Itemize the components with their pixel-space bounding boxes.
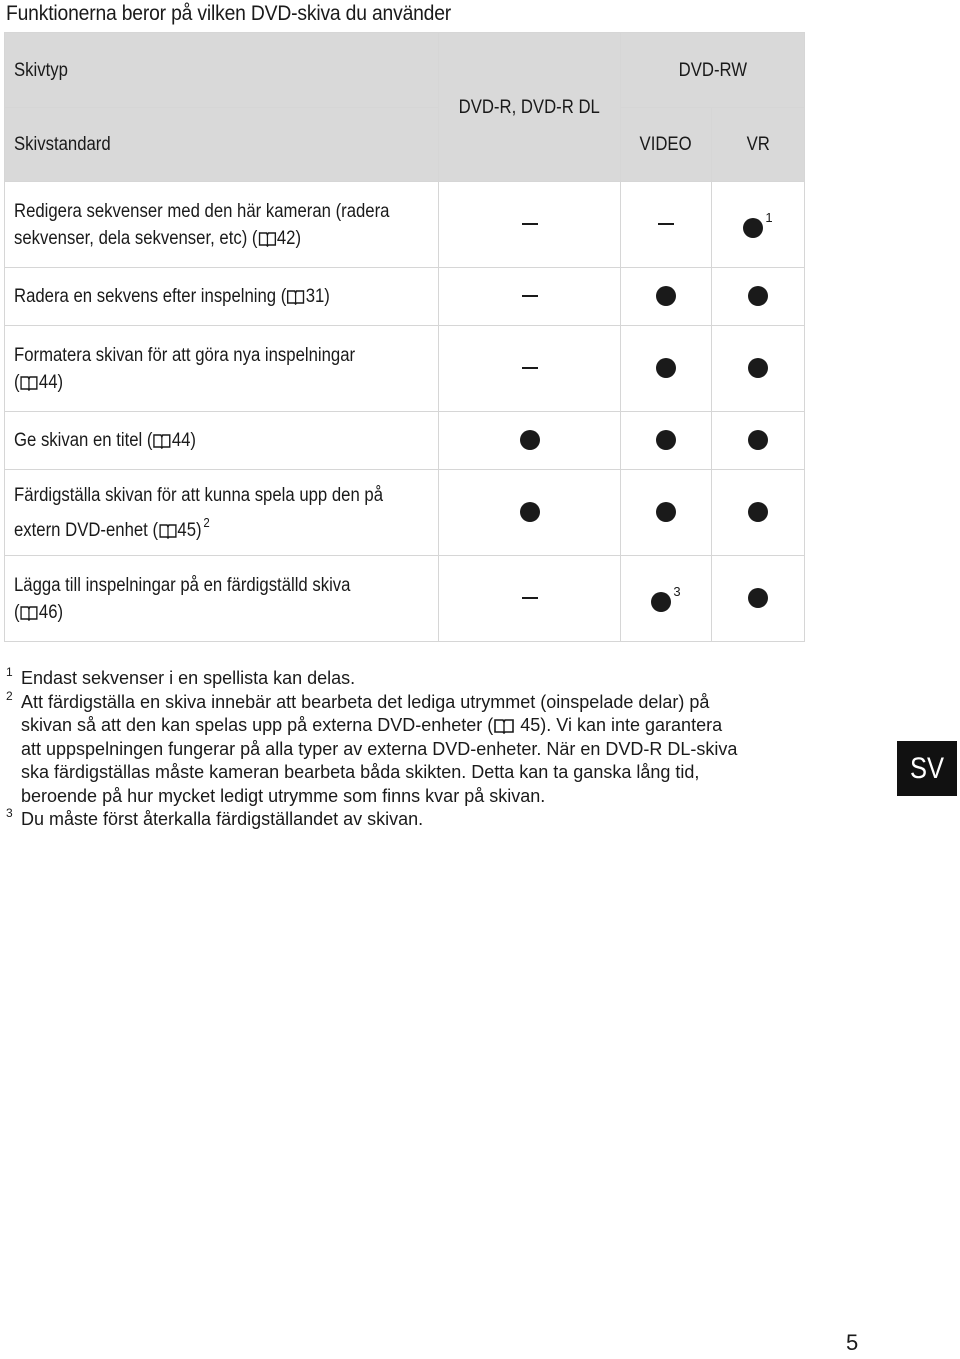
footnotes xyxy=(6,667,846,832)
dvdr-cell xyxy=(439,412,621,470)
video-cell: 3 xyxy=(621,556,712,642)
filled-circle-icon xyxy=(748,430,768,450)
dvdr-cell xyxy=(439,556,621,642)
vr-cell xyxy=(712,470,805,556)
footnote: 3 Du måste först återkalla färdigställandet av skivan. xyxy=(6,806,424,829)
table-row xyxy=(5,470,805,556)
table-row xyxy=(5,182,805,268)
filled-circle-icon xyxy=(651,592,671,612)
dvdr-cell xyxy=(439,326,621,412)
filled-circle-icon xyxy=(656,430,676,450)
disc-type-header: Skivtyp xyxy=(5,33,439,108)
filled-circle-icon xyxy=(520,502,540,522)
function-label: Radera en sekvens efter inspelning ( 31) xyxy=(5,268,439,326)
table-row xyxy=(5,556,805,642)
table-row xyxy=(5,412,805,470)
book-reference-icon xyxy=(20,372,39,393)
function-label: Lägga till inspelningar på en färdigställd skiva( 46) xyxy=(5,556,439,642)
footnote: 2 Att färdigställa en skiva innebär att bearbeta det lediga utrymmet (oinspelade delar) på skivan så att den kan spelas upp på externa DVD-enheter ( 45). Vi kan inte garantera att uppspelningen fungerar på alla typer av externa DVD-enheter. När en DVD-R DL-skiva ska färdigställas måste kameran bearbeta båda skikten. Detta kan ta ganska lång tid, beroende på hur mycket ledigt utrymme som finns kvar på skivan. xyxy=(6,688,738,806)
function-label: Färdigställa skivan för att kunna spela upp den påextern DVD-enhet ( 45) $^2$ xyxy=(5,470,439,556)
video-cell xyxy=(621,182,712,268)
filled-circle-icon xyxy=(520,430,540,450)
dash-icon xyxy=(522,223,538,225)
language-tab: SV xyxy=(897,741,957,796)
page-title: Funktionerna beror på vilken DVD-skiva du använder xyxy=(6,2,452,25)
dvdr-cell xyxy=(439,268,621,326)
filled-circle-icon xyxy=(748,358,768,378)
footnote: 1 Endast sekvenser i en spellista kan delas. xyxy=(6,665,356,688)
filled-circle-icon xyxy=(748,588,768,608)
page-number: 5 xyxy=(846,1330,859,1355)
dash-icon xyxy=(658,223,674,225)
function-label: Formatera skivan för att göra nya inspelningar( 44) xyxy=(5,326,439,412)
book-reference-icon xyxy=(493,715,515,735)
book-reference-icon xyxy=(286,286,305,307)
dvd-function-table xyxy=(4,32,805,642)
dvdr-column-header: DVD-R, DVD-R DL xyxy=(439,33,621,182)
vr-cell xyxy=(712,326,805,412)
function-label: Redigera sekvenser med den här kameran (raderasekvenser, dela sekvenser, etc) ( 42) xyxy=(5,182,439,268)
filled-circle-icon xyxy=(743,218,763,238)
dvdr-cell xyxy=(439,182,621,268)
vr-column-header: VR xyxy=(712,108,805,182)
filled-circle-icon xyxy=(656,358,676,378)
dash-icon xyxy=(522,367,538,369)
filled-circle-icon xyxy=(656,286,676,306)
table-row xyxy=(5,326,805,412)
video-cell xyxy=(621,326,712,412)
filled-circle-icon xyxy=(748,286,768,306)
video-cell xyxy=(621,268,712,326)
video-cell xyxy=(621,470,712,556)
video-column-header: VIDEO xyxy=(621,108,712,182)
dash-icon xyxy=(522,597,538,599)
vr-cell xyxy=(712,412,805,470)
vr-cell xyxy=(712,556,805,642)
book-reference-icon xyxy=(257,228,276,249)
vr-cell xyxy=(712,268,805,326)
function-label: Ge skivan en titel ( 44) xyxy=(5,412,439,470)
disc-standard-header: Skivstandard xyxy=(5,108,439,182)
dvdr-cell xyxy=(439,470,621,556)
dvdrw-column-header: DVD-RW xyxy=(621,33,805,108)
video-cell xyxy=(621,412,712,470)
book-reference-icon xyxy=(158,520,177,541)
book-reference-icon xyxy=(152,430,171,451)
dash-icon xyxy=(522,295,538,297)
book-reference-icon xyxy=(20,602,39,623)
filled-circle-icon xyxy=(748,502,768,522)
table-row xyxy=(5,268,805,326)
vr-cell: 1 xyxy=(712,182,805,268)
filled-circle-icon xyxy=(656,502,676,522)
